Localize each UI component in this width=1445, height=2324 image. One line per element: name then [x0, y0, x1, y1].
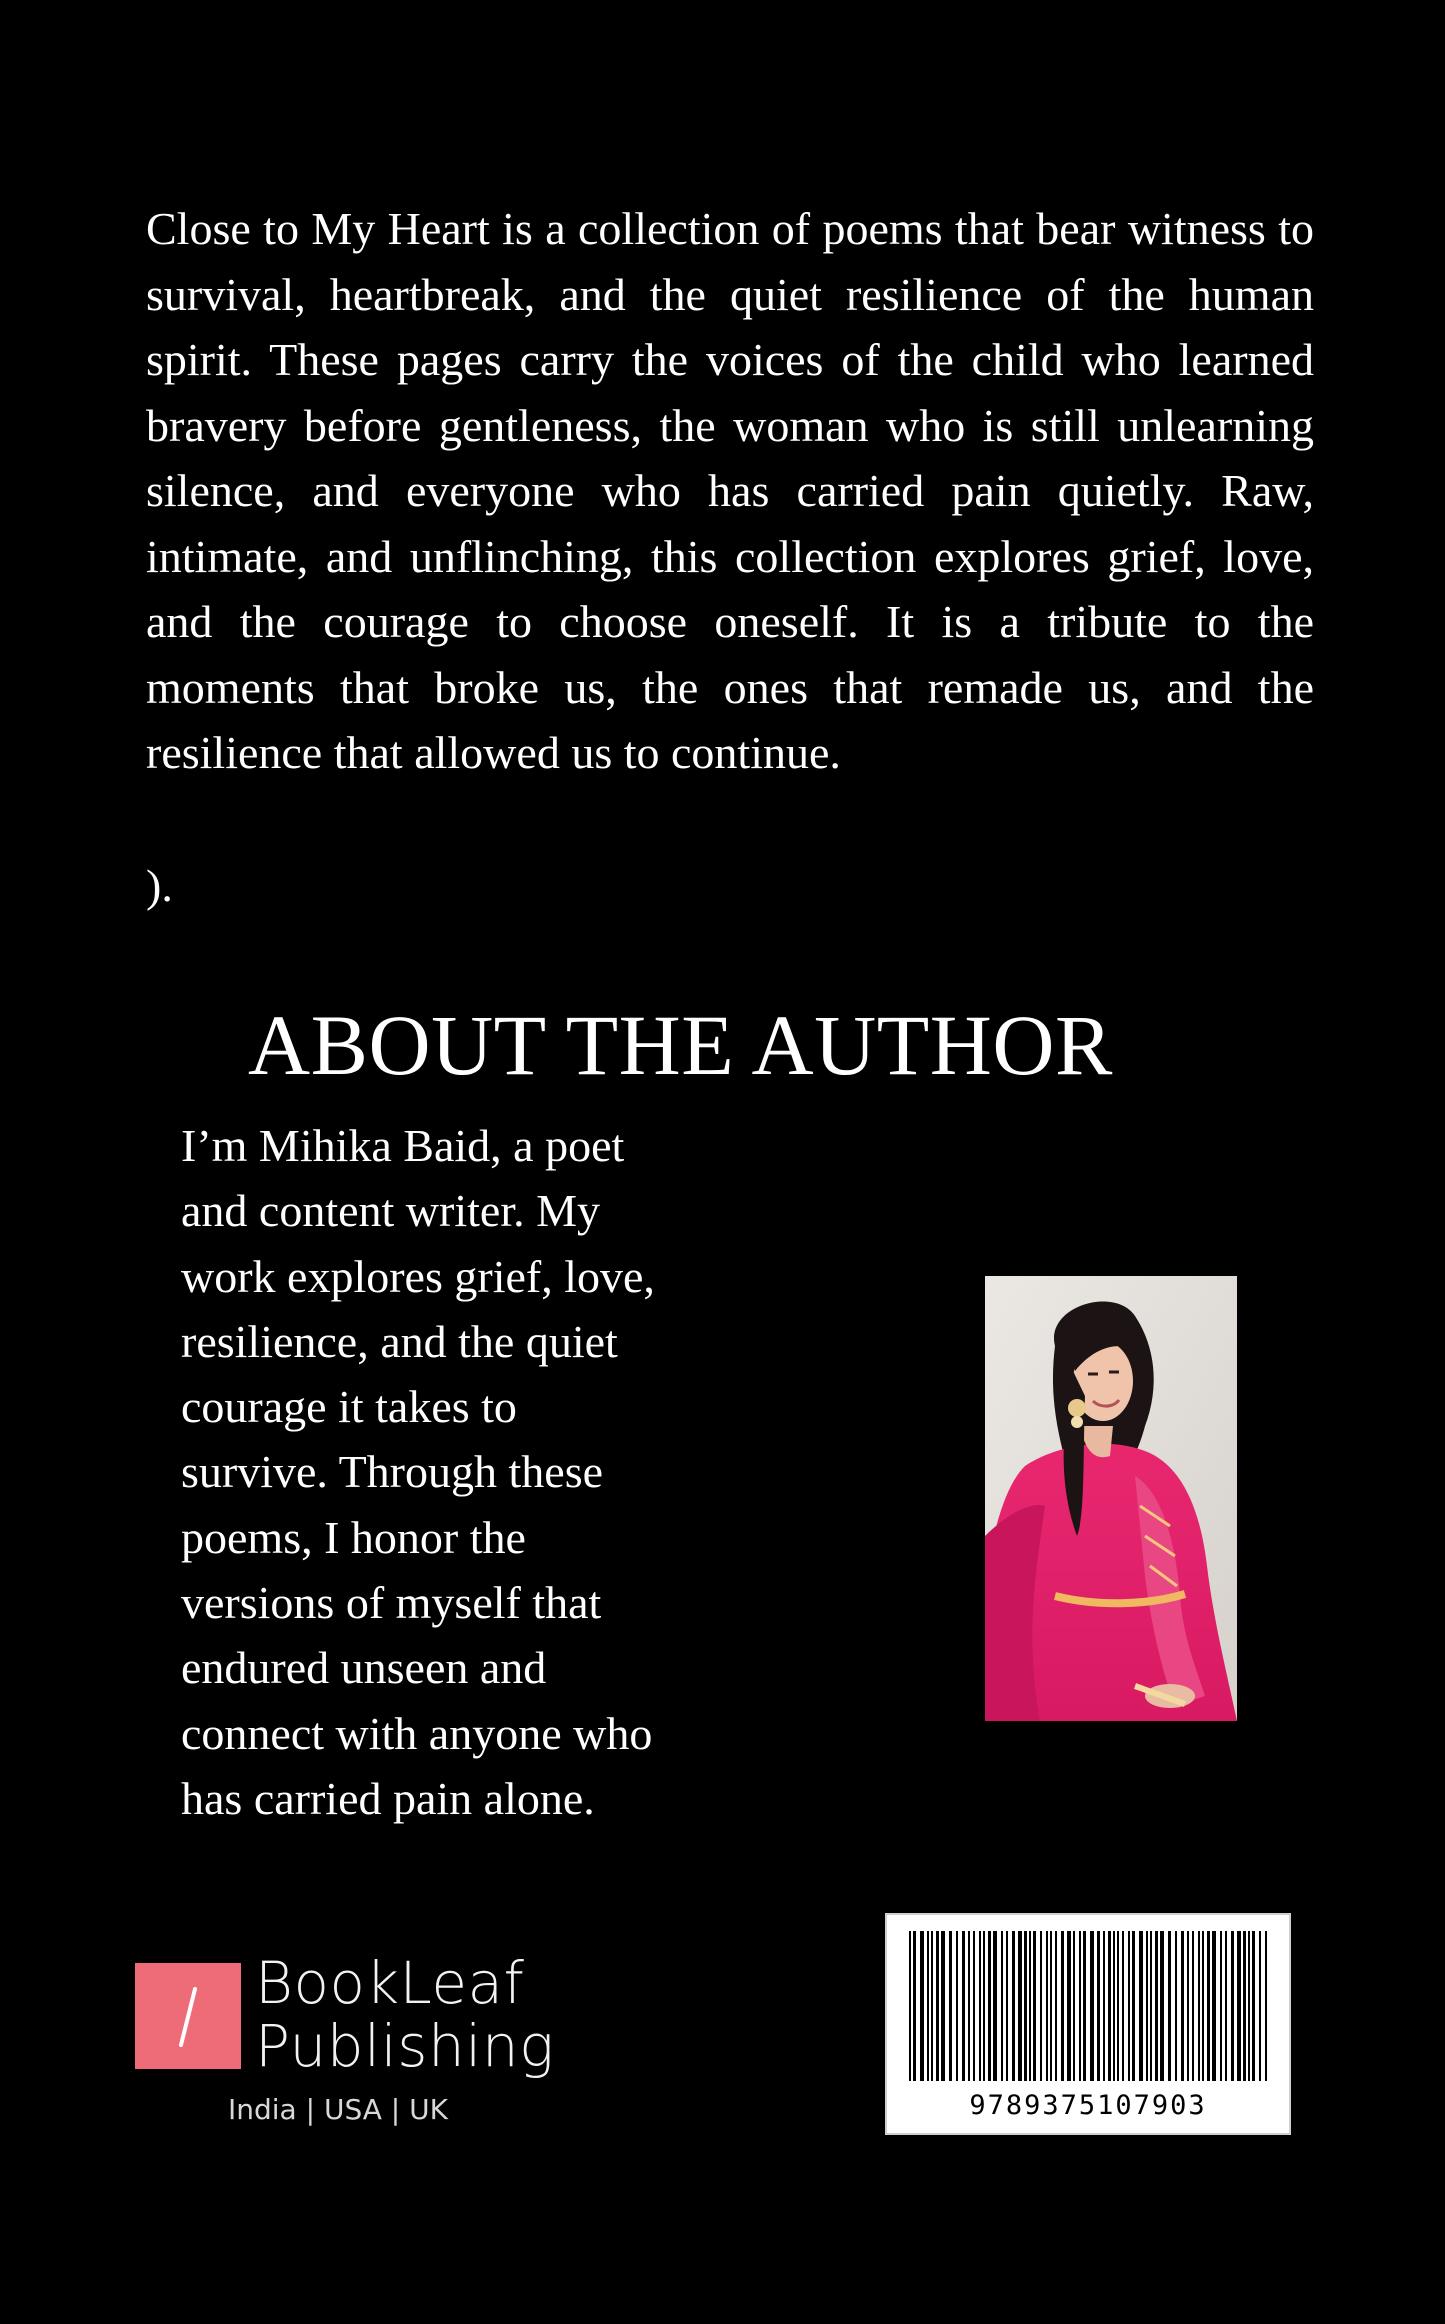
bookleaf-logo: [135, 1963, 241, 2069]
barcode-bar: [1243, 1931, 1246, 2081]
barcode-bar: [1146, 1931, 1148, 2081]
stray-punctuation: ).: [146, 860, 173, 911]
barcode-bar: [1181, 1931, 1184, 2081]
barcode-bar: [920, 1931, 924, 2081]
barcode-bar: [1001, 1931, 1003, 2081]
barcode-bar: [983, 1931, 985, 2081]
barcode-bar: [993, 1931, 997, 2081]
bio-line: and content writer. My: [181, 1185, 601, 1237]
barcode-bar: [1006, 1931, 1008, 2081]
barcode-bar: [1150, 1931, 1152, 2081]
bio-line: poems, I honor the: [181, 1511, 526, 1563]
barcode-bar: [1265, 1931, 1267, 2081]
barcode-bar: [941, 1931, 945, 2081]
barcode-bar: [1055, 1931, 1057, 2081]
barcode-bar: [931, 1931, 933, 2081]
bio-line: work explores grief, love,: [181, 1250, 655, 1302]
barcode-bar: [1024, 1931, 1027, 2081]
barcode-bar: [1029, 1931, 1031, 2081]
barcode-bar: [1212, 1931, 1216, 2081]
barcode-bar: [1202, 1931, 1204, 2081]
barcode-bar: [1018, 1931, 1022, 2081]
barcode-bar: [936, 1931, 939, 2081]
barcode-bar: [1097, 1931, 1100, 2081]
bio-line: I’m Mihika Baid, a poet: [181, 1120, 625, 1171]
bio-line: courage it takes to: [181, 1381, 517, 1433]
publisher-name: [255, 1949, 555, 2080]
bio-line: versions of myself that: [181, 1577, 602, 1629]
barcode-bar: [1046, 1931, 1048, 2081]
book-blurb: Close to My Heart is a collection of poems that bear witness to survival, heartbreak, and the quiet resilience of the human spirit. These pages carry the voices of the child who learned bravery before gentleness, the woman who is still unlearning silence, and everyone who has carried pain quietly. Raw, intimate, and unflinching, this collection explores grief, love, and the courage to choose oneself. It is a tribute to the moments that broke us, the ones that remade us, and the resilience that allowed us to continue.: [146, 203, 1314, 778]
barcode-bar: [1175, 1931, 1177, 2081]
barcode-bar: [1139, 1931, 1143, 2081]
bio-line: connect with anyone who: [181, 1707, 653, 1759]
barcode-bar: [1225, 1931, 1227, 2081]
barcode-bar: [1012, 1931, 1015, 2081]
bio-line: endured unseen and: [181, 1642, 547, 1694]
barcode-bar: [973, 1931, 975, 2081]
publisher-name-line2: Publishing: [255, 2012, 555, 2080]
barcode-bar: [1155, 1931, 1158, 2081]
barcode-bar: [1083, 1931, 1086, 2081]
barcode-bar: [956, 1931, 958, 2081]
barcode-bar: [1231, 1931, 1234, 2081]
barcode-bar: [1079, 1931, 1081, 2081]
barcode-bar: [1192, 1931, 1194, 2081]
barcode-bar: [1040, 1931, 1042, 2081]
barcode-bar: [1237, 1931, 1241, 2081]
barcode-bar: [1248, 1931, 1250, 2081]
barcode-bar: [962, 1931, 965, 2081]
isbn-barcode: [885, 1913, 1291, 2135]
bio-line: resilience, and the quiet: [181, 1315, 618, 1367]
author-portrait-illustration: [985, 1276, 1237, 1721]
author-photo: [985, 1276, 1237, 1721]
barcode-bar: [1061, 1931, 1064, 2081]
barcode-bar: [1128, 1931, 1130, 2081]
barcode-bar: [968, 1931, 970, 2081]
barcode-bar: [988, 1931, 991, 2081]
barcode-bar: [1117, 1931, 1119, 2081]
barcode-bar: [1090, 1931, 1094, 2081]
barcode-bar: [1050, 1931, 1052, 2081]
barcode-bar: [1122, 1931, 1124, 2081]
barcode-bar: [1252, 1931, 1255, 2081]
barcode-bar: [1207, 1931, 1210, 2081]
isbn-number: 9789375107903: [969, 2090, 1207, 2121]
barcode-bar: [1259, 1931, 1261, 2081]
barcode-bar: [1168, 1931, 1171, 2081]
author-bio: [181, 1113, 721, 1831]
barcode-bar: [1160, 1931, 1164, 2081]
barcode-bars: [905, 1931, 1273, 2081]
barcode-bar: [1132, 1931, 1135, 2081]
barcode-bar: [913, 1931, 916, 2081]
barcode-bar: [1073, 1931, 1075, 2081]
barcode-bar: [909, 1931, 911, 2081]
barcode-bar: [979, 1931, 981, 2081]
barcode-bar: [1108, 1931, 1111, 2081]
barcode-bar: [1103, 1931, 1105, 2081]
about-author-heading: ABOUT THE AUTHOR: [248, 997, 1113, 1093]
barcode-bar: [1033, 1931, 1036, 2081]
barcode-bar: [1067, 1931, 1071, 2081]
barcode-bar: [1187, 1931, 1189, 2081]
bio-line: has carried pain alone.: [181, 1772, 595, 1824]
publisher-regions: India | USA | UK: [228, 2093, 448, 2126]
bio-line: survive. Through these: [181, 1446, 604, 1498]
barcode-bar: [927, 1931, 929, 2081]
slash-logo-icon: [135, 1963, 241, 2069]
barcode-bar: [1113, 1931, 1115, 2081]
publisher-name-line1: BookLeaf: [255, 1949, 525, 2017]
barcode-bar: [1198, 1931, 1200, 2081]
barcode-bar: [949, 1931, 952, 2081]
barcode-bar: [1220, 1931, 1222, 2081]
